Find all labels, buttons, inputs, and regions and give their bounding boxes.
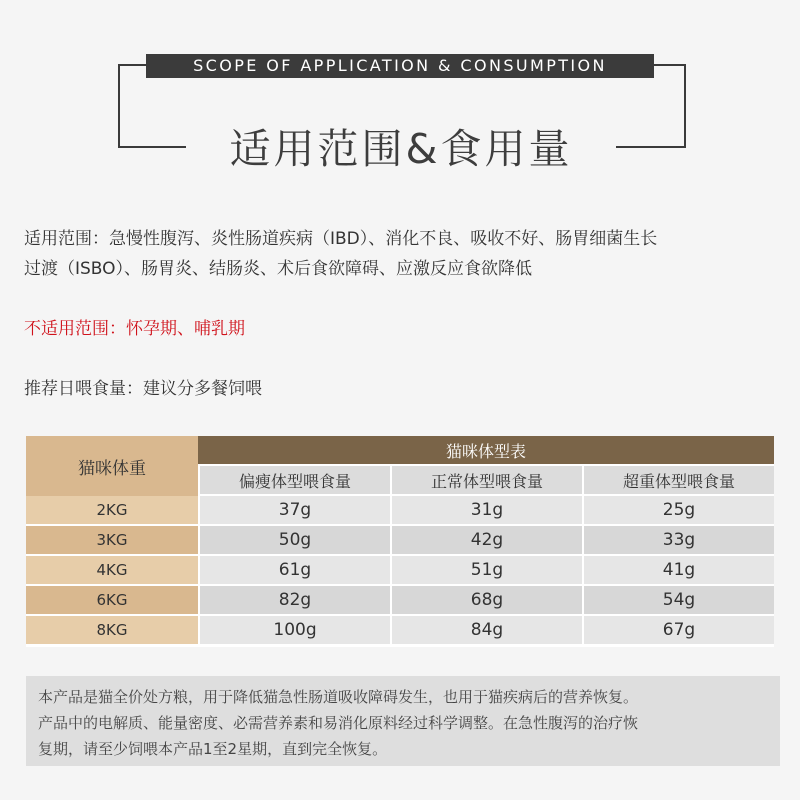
note-line-3: 复期，请至少饲喂本产品1至2星期，直到完全恢复。 — [38, 740, 388, 758]
unsuitable-text: 不适用范围：怀孕期、哺乳期 — [24, 319, 245, 339]
table-cell-value: 68g — [392, 586, 582, 614]
table-row-weight: 4KG — [26, 556, 198, 584]
note-line-1: 本产品是猫全价处方粮，用于降低猫急性肠道吸收障碍发生，也用于猫疾病后的营养恢复。 — [38, 688, 639, 706]
product-note — [26, 676, 780, 766]
recommend-text: 推荐日喂食量：建议分多餐饲喂 — [24, 379, 262, 399]
table-cell-value: 82g — [200, 586, 390, 614]
table-row-weight: 8KG — [26, 616, 198, 644]
weight-column-header: 猫咪体重 — [26, 436, 198, 496]
table-cell-value: 25g — [584, 496, 774, 524]
scope-line-1: 适用范围：急慢性腹泻、炎性肠道疾病（IBD）、消化不良、吸收不好、肠胃细菌生长 — [24, 229, 658, 249]
header-subtitle-bar: SCOPE OF APPLICATION & CONSUMPTION — [146, 54, 654, 78]
column-header-thin: 偏瘦体型喂食量 — [200, 466, 390, 494]
table-row-weight: 2KG — [26, 496, 198, 524]
table-cell-value: 31g — [392, 496, 582, 524]
table-cell-value: 84g — [392, 616, 582, 644]
table-cell-value: 50g — [200, 526, 390, 554]
table-cell-value: 41g — [584, 556, 774, 584]
note-line-2: 产品中的电解质、能量密度、必需营养素和易消化原料经过科学调整。在急性腹泻的治疗恢 — [38, 714, 639, 732]
table-cell-value: 33g — [584, 526, 774, 554]
scope-paragraph — [24, 224, 784, 284]
table-cell-value: 54g — [584, 586, 774, 614]
page-title: 适用范围&食用量 — [186, 118, 616, 180]
table-cell-value: 61g — [200, 556, 390, 584]
table-cell-value: 51g — [392, 556, 582, 584]
body-type-group-header: 猫咪体型表 — [198, 436, 774, 464]
column-header-overweight: 超重体型喂食量 — [584, 466, 774, 494]
feeding-table — [26, 436, 774, 647]
table-cell-value: 67g — [584, 616, 774, 644]
table-cell-value: 37g — [200, 496, 390, 524]
table-row-weight: 3KG — [26, 526, 198, 554]
table-cell-value: 42g — [392, 526, 582, 554]
table-cell-value: 100g — [200, 616, 390, 644]
table-row-weight: 6KG — [26, 586, 198, 614]
scope-line-2: 过渡（ISBO）、肠胃炎、结肠炎、术后食欲障碍、应激反应食欲降低 — [24, 259, 533, 279]
column-header-normal: 正常体型喂食量 — [392, 466, 582, 494]
